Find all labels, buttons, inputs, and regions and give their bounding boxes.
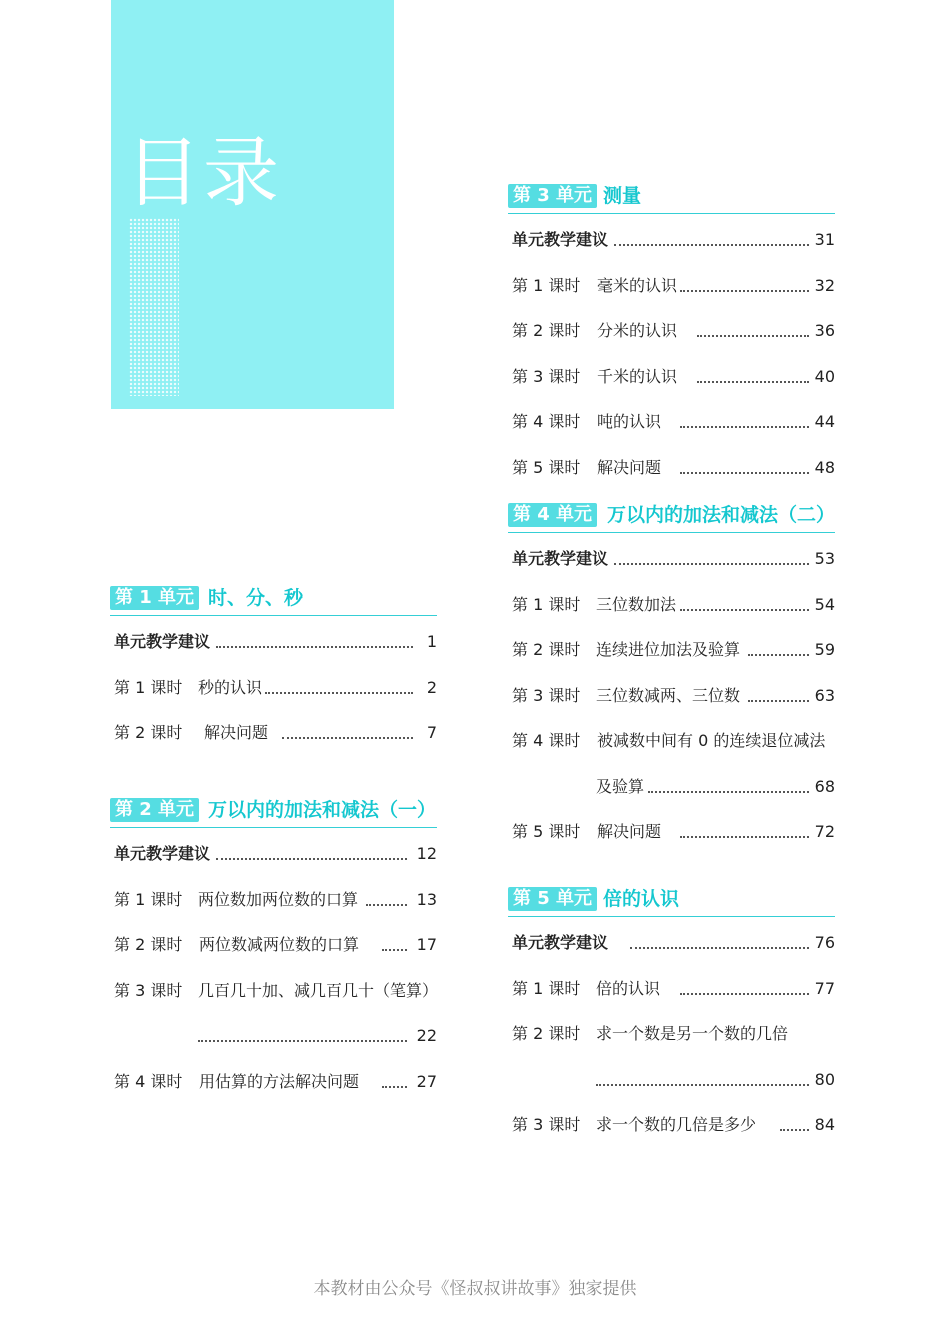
- toc-entry[interactable]: [508, 820, 835, 844]
- dot-leader: [216, 630, 413, 648]
- lesson-label: 单元教学建议: [512, 933, 609, 952]
- unit-title[interactable]: 时、分、秒: [208, 587, 304, 609]
- page-number: 68: [814, 777, 835, 796]
- lesson-label: 第 3 课时: [114, 981, 183, 1000]
- lesson-label: 单元教学建议: [512, 549, 609, 568]
- lesson-label: 第 4 课时: [512, 412, 581, 431]
- page-number: 27: [416, 1072, 437, 1091]
- page-number: 31: [814, 230, 835, 249]
- page-number: 2: [426, 678, 437, 697]
- lesson-title: 解决问题: [597, 822, 662, 841]
- unit-title[interactable]: 倍的认识: [603, 888, 680, 910]
- dot-leader: [697, 365, 809, 383]
- page-number: 84: [814, 1115, 835, 1134]
- lesson-label: 第 2 课时: [114, 935, 183, 954]
- lesson-title: 三位数加法: [596, 595, 677, 614]
- toc-entry[interactable]: [110, 721, 437, 745]
- page-number: 13: [416, 890, 437, 909]
- lesson-title: 千米的认识: [597, 367, 678, 386]
- lesson-title: 分米的认识: [597, 321, 678, 340]
- unit-badge: 第 5 单元: [508, 887, 597, 911]
- lesson-label: 第 4 课时: [512, 731, 581, 750]
- lesson-title: 两位数减两位数的口算: [199, 935, 360, 954]
- toc-entry[interactable]: [508, 410, 835, 434]
- page-number: 80: [814, 1070, 835, 1089]
- page-number: 48: [814, 458, 835, 477]
- dot-leader: [680, 456, 809, 474]
- toc-entry[interactable]: [110, 888, 437, 912]
- dot-leader: [382, 933, 407, 951]
- toc-entry[interactable]: [110, 630, 437, 654]
- lesson-title: 解决问题: [204, 723, 269, 742]
- unit-section-5: [508, 886, 835, 1141]
- dot-leader: [680, 820, 809, 838]
- unit-header: [110, 797, 437, 828]
- page-number: 1: [426, 632, 437, 651]
- toc-entry[interactable]: [508, 593, 835, 617]
- page-number: 59: [814, 640, 835, 659]
- lesson-title: 毫米的认识: [597, 276, 678, 295]
- dot-leader: [265, 676, 413, 694]
- dot-leader: [648, 775, 809, 793]
- lesson-label: 第 1 课时: [114, 890, 183, 909]
- unit-header: [508, 886, 835, 917]
- lesson-label: 第 2 课时: [512, 321, 581, 340]
- title-banner: [111, 0, 394, 409]
- lesson-label: 第 1 课时: [512, 276, 581, 295]
- toc-entry-continued[interactable]: [508, 775, 835, 799]
- unit-title[interactable]: 万以内的加法和减法（一）: [208, 799, 437, 821]
- dot-leader: [382, 1070, 407, 1088]
- unit-badge: 第 3 单元: [508, 184, 597, 208]
- page-number: 12: [416, 844, 437, 863]
- toc-entry-continued[interactable]: [110, 1024, 437, 1048]
- dot-leader: [680, 274, 809, 292]
- page-number: 44: [814, 412, 835, 431]
- lesson-label: 第 2 课时: [512, 1024, 581, 1043]
- toc-entry[interactable]: [508, 931, 835, 955]
- toc-entry[interactable]: [508, 1022, 835, 1046]
- unit-header: [508, 502, 835, 533]
- lesson-title: 连续进位加法及验算: [596, 640, 741, 659]
- toc-entry[interactable]: [508, 547, 835, 571]
- page-number: 77: [814, 979, 835, 998]
- unit-badge: 第 4 单元: [508, 503, 597, 527]
- toc-entry-continued[interactable]: [508, 1068, 835, 1092]
- toc-entry[interactable]: [508, 729, 835, 753]
- lesson-title: 求一个数的几倍是多少: [596, 1115, 757, 1134]
- dot-leader: [630, 931, 809, 949]
- page-number: 7: [426, 723, 437, 742]
- lesson-label: 第 4 课时: [114, 1072, 183, 1091]
- dot-leader: [780, 1113, 809, 1131]
- lesson-title: 倍的认识: [596, 979, 661, 998]
- page-number: 17: [416, 935, 437, 954]
- dot-pattern: [129, 218, 179, 396]
- dot-leader: [748, 684, 809, 702]
- toc-entry[interactable]: [508, 365, 835, 389]
- toc-entry[interactable]: [110, 842, 437, 866]
- lesson-title: 及验算: [596, 777, 645, 796]
- toc-entry[interactable]: [110, 979, 437, 1003]
- dot-leader: [680, 410, 809, 428]
- toc-entry[interactable]: [110, 933, 437, 957]
- unit-badge: 第 1 单元: [110, 586, 199, 610]
- lesson-title: 两位数加两位数的口算: [198, 890, 359, 909]
- lesson-label: 单元教学建议: [114, 632, 211, 651]
- lesson-label: 第 1 课时: [114, 678, 183, 697]
- page-number: 32: [814, 276, 835, 295]
- lesson-label: 第 1 课时: [512, 595, 581, 614]
- page-number: 40: [814, 367, 835, 386]
- toc-entry[interactable]: [508, 1113, 835, 1137]
- page-number: 22: [416, 1026, 437, 1045]
- toc-entry[interactable]: [508, 638, 835, 662]
- unit-badge: 第 2 单元: [110, 798, 199, 822]
- dot-leader: [216, 842, 407, 860]
- page-number: 76: [814, 933, 835, 952]
- lesson-label: 单元教学建议: [114, 844, 211, 863]
- lesson-label: 单元教学建议: [512, 230, 609, 249]
- lesson-label: 第 2 课时: [114, 723, 183, 742]
- page-number: 63: [814, 686, 835, 705]
- toc-entry[interactable]: [508, 319, 835, 343]
- toc-entry[interactable]: [508, 274, 835, 298]
- toc-entry[interactable]: [508, 977, 835, 1001]
- lesson-label: 第 3 课时: [512, 367, 581, 386]
- dot-leader: [366, 888, 407, 906]
- dot-leader: [198, 1024, 407, 1042]
- dot-leader: [680, 977, 809, 995]
- dot-leader: [748, 638, 809, 656]
- lesson-title: 解决问题: [597, 458, 662, 477]
- lesson-title: 用估算的方法解决问题: [199, 1072, 360, 1091]
- dot-leader: [282, 721, 413, 739]
- page-number: 53: [814, 549, 835, 568]
- lesson-title: 求一个数是另一个数的几倍: [596, 1024, 789, 1043]
- toc-entry[interactable]: [508, 684, 835, 708]
- dot-leader: [614, 228, 809, 246]
- dot-leader: [596, 1068, 809, 1086]
- page-number: 72: [814, 822, 835, 841]
- unit-section-4: [508, 502, 835, 847]
- lesson-label: 第 5 课时: [512, 822, 581, 841]
- lesson-label: 第 2 课时: [512, 640, 581, 659]
- unit-header: [508, 183, 835, 214]
- lesson-label: 第 5 课时: [512, 458, 581, 477]
- page-title: 目录: [125, 128, 281, 217]
- lesson-title: 吨的认识: [597, 412, 662, 431]
- toc-entry[interactable]: [110, 676, 437, 700]
- lesson-title: 三位数减两、三位数: [596, 686, 741, 705]
- toc-entry[interactable]: [508, 456, 835, 480]
- unit-title[interactable]: 万以内的加法和减法（二）: [607, 504, 836, 526]
- page-number: 36: [814, 321, 835, 340]
- dot-leader: [614, 547, 809, 565]
- dot-leader: [680, 593, 809, 611]
- lesson-title: 秒的认识: [198, 678, 263, 697]
- page-number: 54: [814, 595, 835, 614]
- lesson-label: 第 1 课时: [512, 979, 581, 998]
- toc-entry[interactable]: [508, 228, 835, 252]
- toc-entry[interactable]: [110, 1070, 437, 1094]
- unit-header: [110, 585, 437, 616]
- unit-section-2: [110, 797, 437, 1097]
- unit-section-1: [110, 585, 437, 755]
- lesson-label: 第 3 课时: [512, 686, 581, 705]
- dot-leader: [697, 319, 809, 337]
- lesson-label: 第 3 课时: [512, 1115, 581, 1134]
- lesson-title: 被减数中间有 0 的连续退位减法: [597, 731, 826, 750]
- footer-credit: 本教材由公众号《怪叔叔讲故事》独家提供: [313, 1279, 637, 1299]
- lesson-title: 几百几十加、减几百几十（笔算）: [198, 981, 439, 1000]
- unit-section-3: [508, 183, 835, 483]
- unit-title[interactable]: 测量: [603, 185, 642, 207]
